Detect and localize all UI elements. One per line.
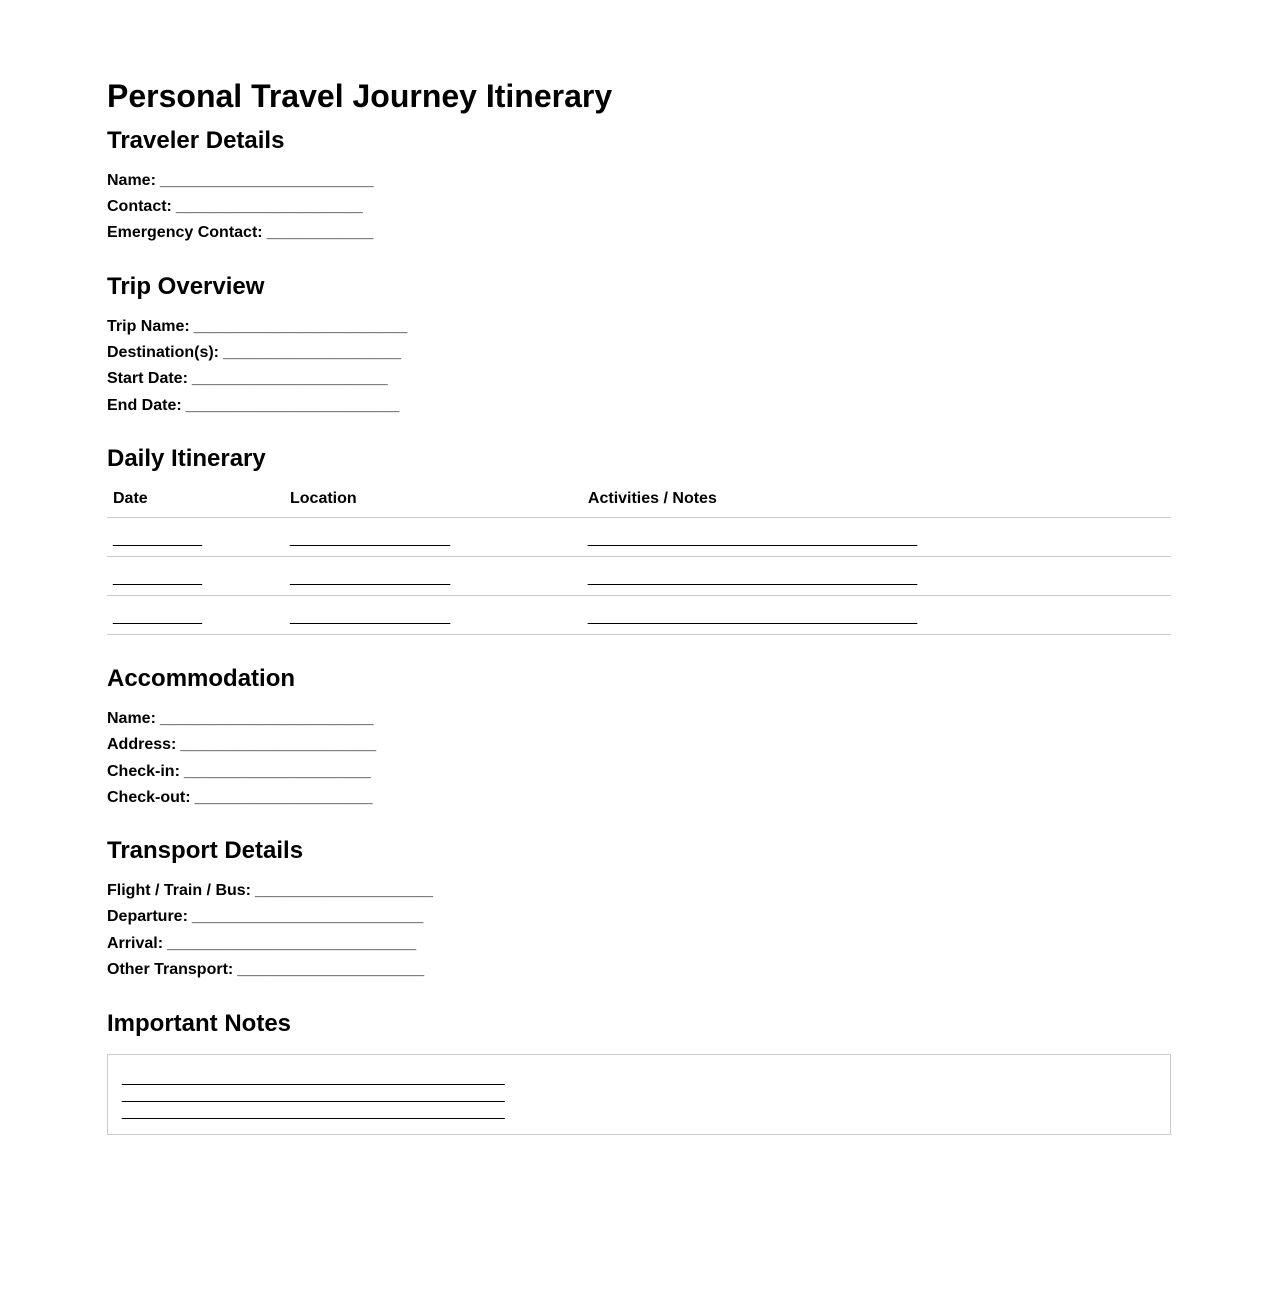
transport-details-heading: Transport Details bbox=[107, 837, 304, 865]
field-label-check-in: Check-in: bbox=[107, 762, 180, 780]
cell-date-blank: __________ bbox=[107, 517, 290, 556]
field-label-arrival: Arrival: bbox=[107, 934, 164, 952]
field-blank-other-transport: _____________________ bbox=[237, 961, 425, 979]
field-blank-destinations: ____________________ bbox=[223, 343, 401, 361]
note-blank-line: ___________________________________________ bbox=[122, 1069, 505, 1087]
cell-activities-blank: _____________________________________ bbox=[588, 556, 1171, 595]
column-header-location: Location bbox=[290, 490, 588, 518]
important-notes-heading: Important Notes bbox=[107, 1009, 292, 1037]
trip-overview-heading: Trip Overview bbox=[107, 272, 265, 300]
field-row-end-date bbox=[107, 397, 1171, 415]
field-label-other-transport: Other Transport: bbox=[107, 961, 234, 979]
table-row bbox=[107, 517, 1171, 556]
field-label-start-date: Start Date: bbox=[107, 370, 188, 388]
cell-activities-blank: _____________________________________ bbox=[588, 595, 1171, 634]
field-blank-address: ______________________ bbox=[180, 736, 377, 754]
field-label-trip-name: Trip Name: bbox=[107, 317, 190, 335]
cell-location-blank: __________________ bbox=[290, 517, 588, 556]
field-blank-trip-name: ________________________ bbox=[193, 317, 408, 335]
field-label-check-out: Check-out: bbox=[107, 788, 191, 806]
field-row-other-transport bbox=[107, 961, 1171, 979]
field-blank-emergency-contact: ____________ bbox=[266, 224, 374, 242]
column-header-date: Date bbox=[107, 490, 290, 518]
field-row-address bbox=[107, 736, 1171, 754]
field-label-destinations: Destination(s): bbox=[107, 343, 219, 361]
cell-location-blank: __________________ bbox=[290, 595, 588, 634]
field-blank-start-date: ______________________ bbox=[191, 370, 388, 388]
note-blank-line: ___________________________________________ bbox=[122, 1103, 505, 1121]
daily-itinerary-table bbox=[107, 490, 1171, 635]
field-label-flight-train-bus: Flight / Train / Bus: bbox=[107, 882, 251, 900]
field-label-end-date: End Date: bbox=[107, 396, 182, 414]
field-row-contact bbox=[107, 198, 1171, 216]
field-row-trip-name bbox=[107, 318, 1171, 336]
field-blank-contact: _____________________ bbox=[175, 197, 363, 215]
table-header-row bbox=[107, 490, 1171, 518]
field-row-emergency-contact bbox=[107, 224, 1171, 242]
field-row-arrival bbox=[107, 935, 1171, 953]
field-blank-accommodation-name: ________________________ bbox=[159, 709, 374, 727]
field-row-check-in bbox=[107, 763, 1171, 781]
field-row-check-out bbox=[107, 789, 1171, 807]
field-blank-check-in: _____________________ bbox=[183, 762, 371, 780]
cell-date-blank: __________ bbox=[107, 556, 290, 595]
field-row-accommodation-name bbox=[107, 710, 1171, 728]
field-label-emergency-contact: Emergency Contact: bbox=[107, 224, 263, 242]
field-row-flight-train-bus bbox=[107, 882, 1171, 900]
field-row-destinations bbox=[107, 344, 1171, 362]
field-blank-departure: __________________________ bbox=[191, 908, 424, 926]
field-row-name bbox=[107, 172, 1171, 190]
page-title: Personal Travel Journey Itinerary bbox=[107, 78, 613, 114]
cell-date-blank: __________ bbox=[107, 595, 290, 634]
field-blank-flight-train-bus: ____________________ bbox=[255, 882, 433, 900]
cell-activities-blank: _____________________________________ bbox=[588, 517, 1171, 556]
field-label-name: Name: bbox=[107, 171, 156, 189]
field-blank-check-out: ____________________ bbox=[194, 788, 373, 806]
table-row bbox=[107, 556, 1171, 595]
field-row-departure bbox=[107, 908, 1171, 926]
field-row-start-date bbox=[107, 370, 1171, 388]
field-blank-arrival: ____________________________ bbox=[167, 934, 417, 952]
daily-itinerary-heading: Daily Itinerary bbox=[107, 445, 266, 473]
field-label-address: Address: bbox=[107, 736, 177, 754]
field-blank-name: ________________________ bbox=[159, 171, 374, 189]
field-blank-end-date: ________________________ bbox=[185, 396, 400, 414]
accommodation-heading: Accommodation bbox=[107, 664, 296, 692]
field-label-accommodation-name: Name: bbox=[107, 709, 156, 727]
notes-box bbox=[107, 1054, 1171, 1135]
column-header-activities: Activities / Notes bbox=[588, 490, 1171, 518]
note-blank-line: ___________________________________________ bbox=[122, 1086, 505, 1104]
field-label-departure: Departure: bbox=[107, 908, 188, 926]
cell-location-blank: __________________ bbox=[290, 556, 588, 595]
traveler-details-heading: Traveler Details bbox=[107, 126, 285, 154]
table-row bbox=[107, 595, 1171, 634]
field-label-contact: Contact: bbox=[107, 197, 172, 215]
